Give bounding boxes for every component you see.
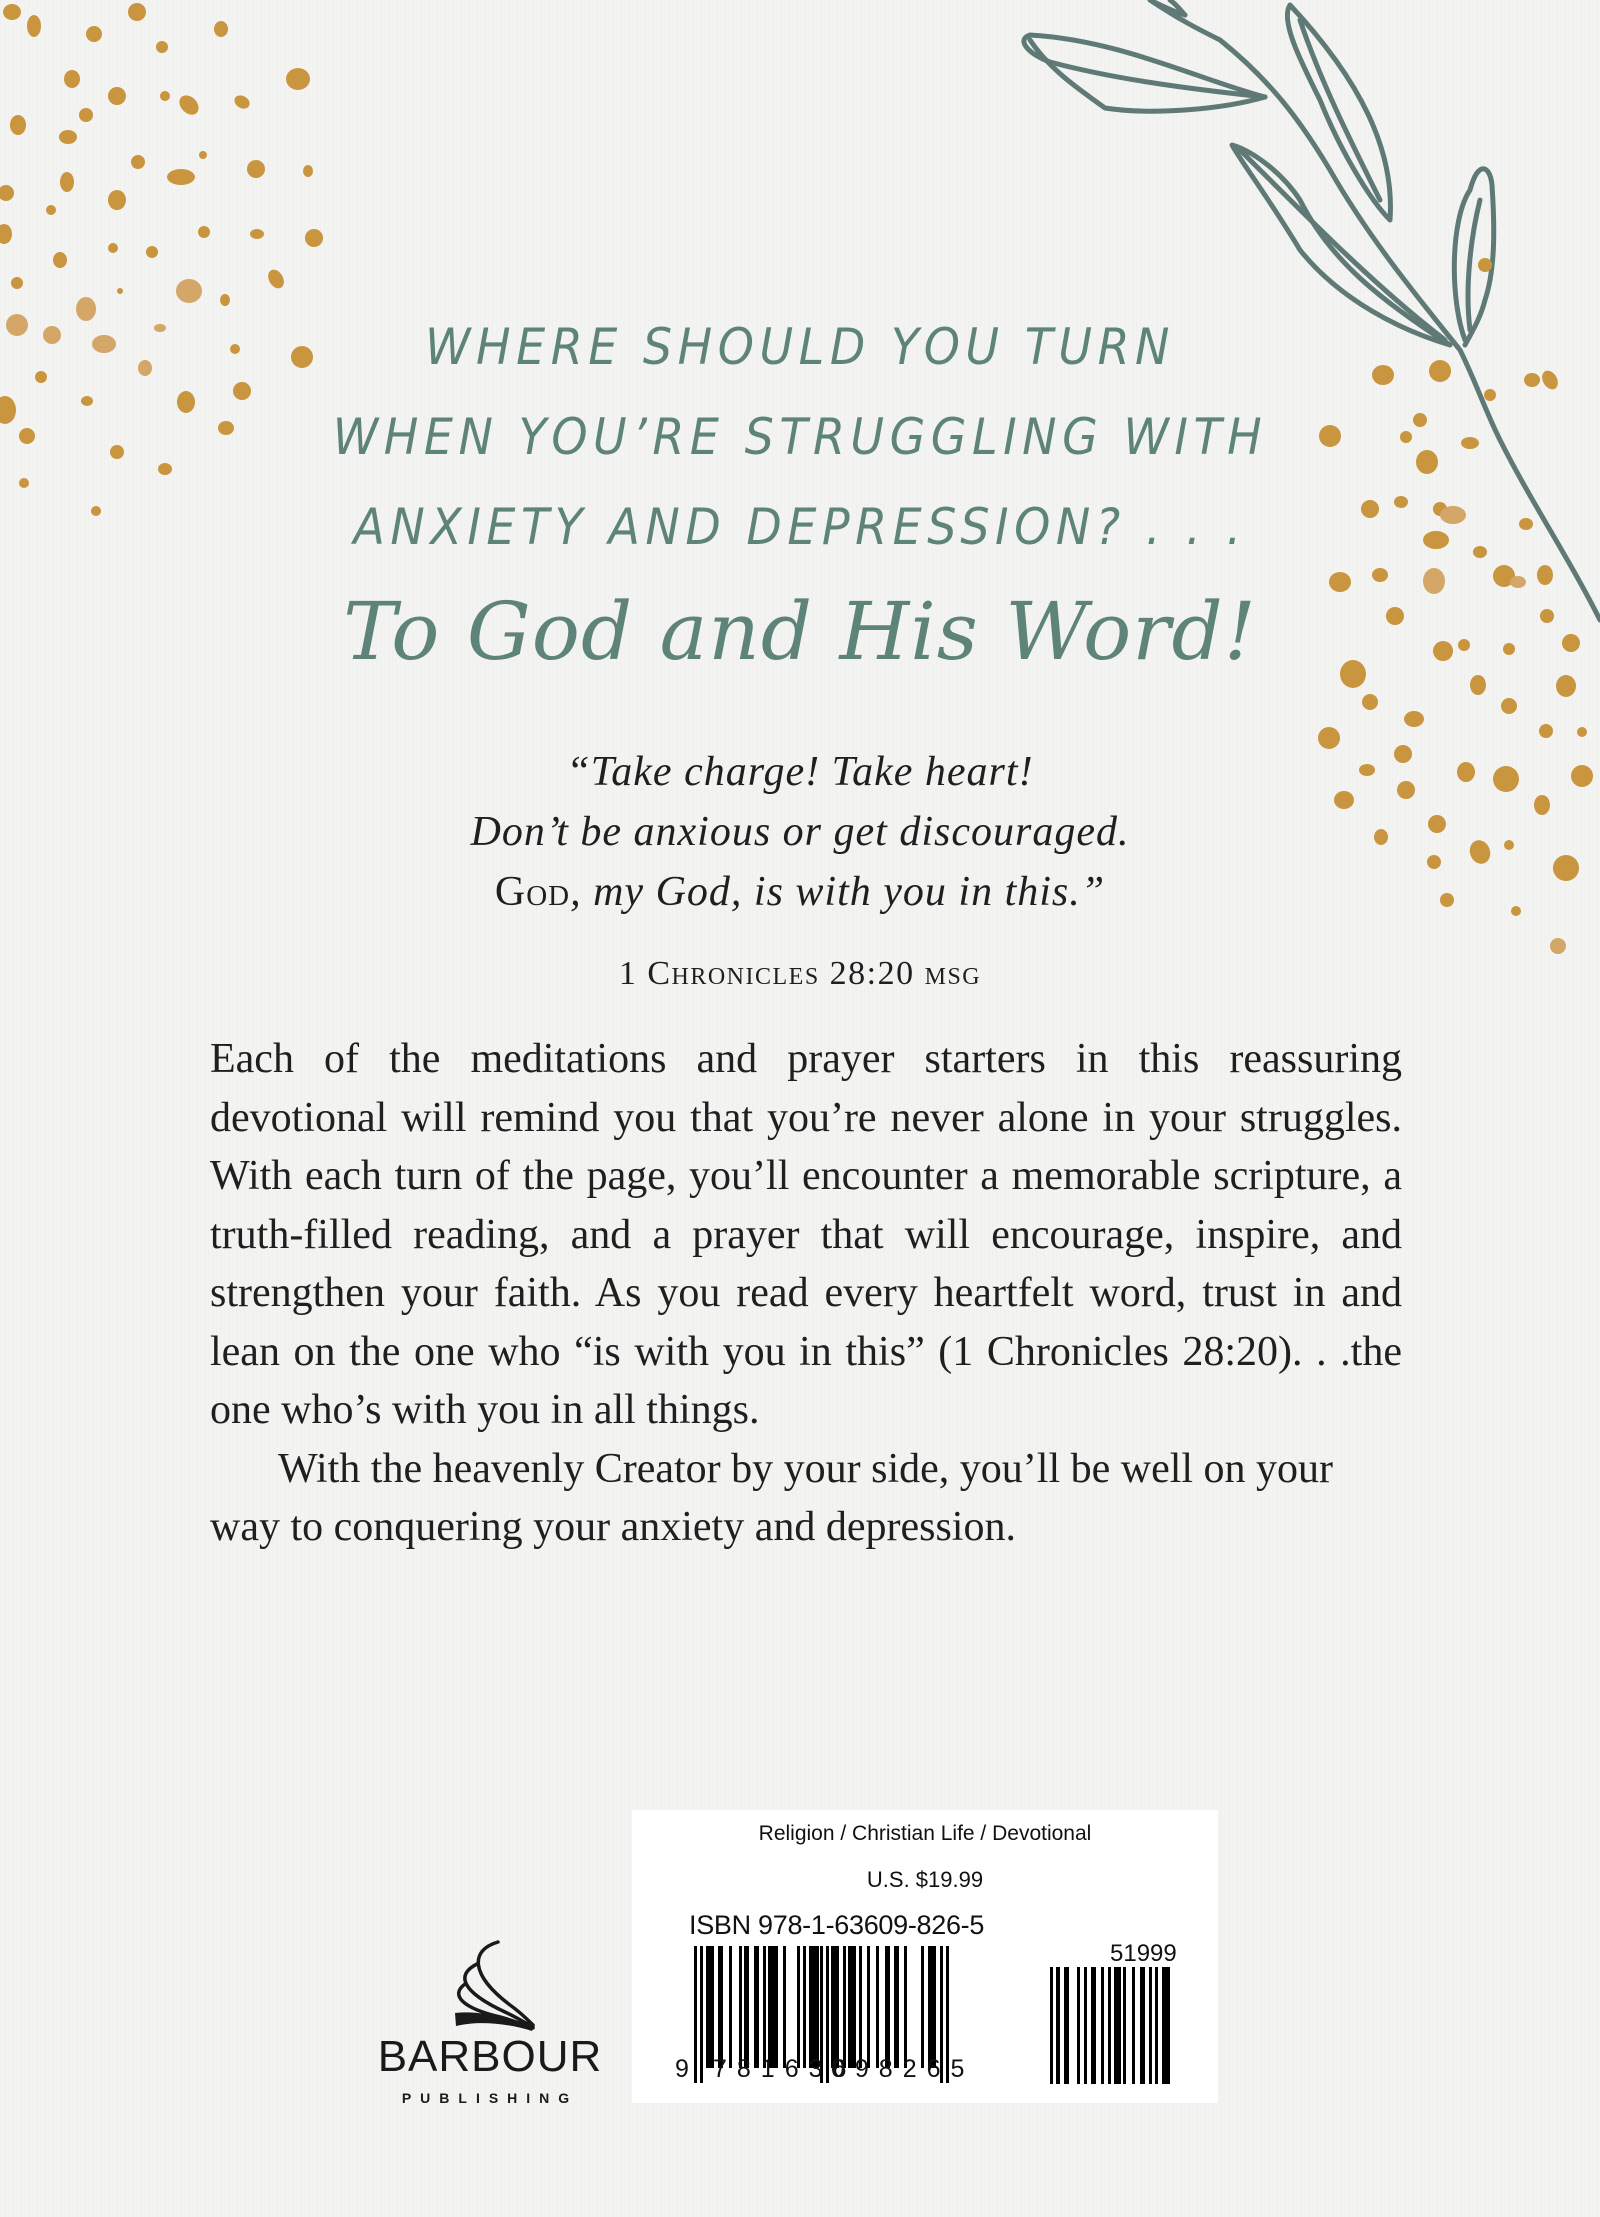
quote-line-3-rest: , my God, is with you in this.” [570, 869, 1106, 915]
scripture-reference: 1 Chronicles 28:20 msg [618, 955, 982, 992]
bisac-category: Religion / Christian Life / Devotional [758, 1822, 1092, 1845]
quote-god-smallcaps: God [494, 869, 571, 915]
barcode-addon-price-code: 51999 [1110, 1940, 1177, 1967]
quote-line-3 [0, 868, 1600, 916]
headline-line-3: ANXIETY AND DEPRESSION? . . . [353, 498, 1247, 556]
barcode-lead-digit: 9 [675, 2055, 689, 2083]
quote-line-2: Don’t be anxious or get discouraged. [470, 809, 1130, 855]
description-paragraph-1: Each of the meditations and prayer starters in this reassuring devotional will remind you that you’re never alone in your struggles. With each turn of the page, you’ll encounter a memorable scripture, a truth-filled reading, and a prayer that will encourage, inspire, and strengthen your faith. As you read every heartfelt word, trust in and lean on the one who “is with you in this” (1 Chronicles 28:20). . .the one who’s with you in all things. [210, 1036, 1402, 1433]
barcode-digits-group-1: 781636 [713, 2055, 857, 2083]
script-tagline: To God and His Word! [343, 585, 1257, 678]
publisher-name: BARBOUR [377, 2032, 603, 2081]
barcode-digits-group-2: 098265 [831, 2055, 975, 2083]
isbn-label: ISBN 978-1-63609-826-5 [689, 1910, 985, 1940]
publisher-subtitle: PUBLISHING [401, 2090, 579, 2106]
quote-line-1: “Take charge! Take heart! [566, 749, 1034, 795]
barcode-panel [632, 1810, 1218, 2103]
headline-line-1: WHERE SHOULD YOU TURN [425, 318, 1175, 376]
description-paragraph-2: With the heavenly Creator by your side, you’ll be well on your way to conquering your anxiety and depression. [210, 1445, 1334, 1550]
price: U.S. $19.99 [866, 1867, 984, 1892]
headline-line-2: WHEN YOU’RE STRUGGLING WITH [332, 408, 1268, 466]
description [210, 1030, 1402, 1557]
